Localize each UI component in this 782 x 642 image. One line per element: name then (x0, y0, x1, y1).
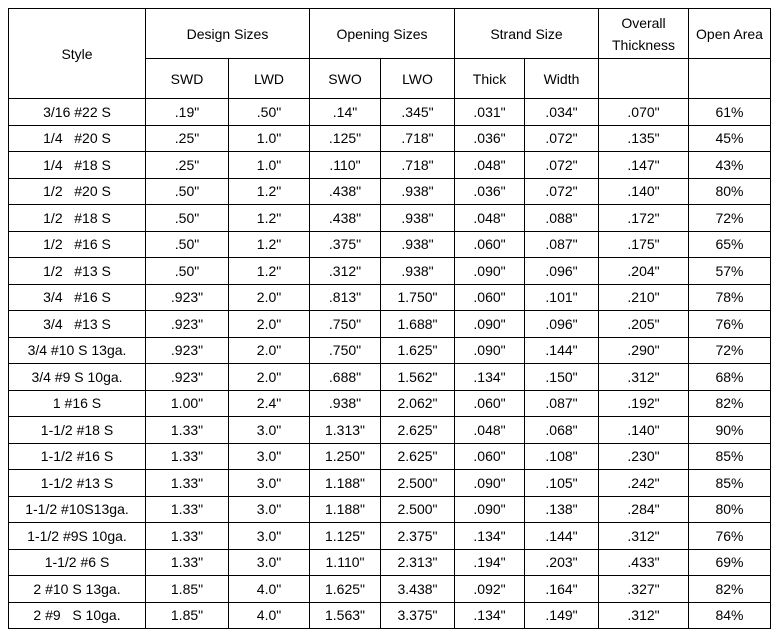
lwd-cell: 1.0" (229, 125, 310, 152)
width-cell: .144" (525, 523, 599, 550)
width-cell: .164" (525, 576, 599, 603)
swo-cell: 1.313" (310, 417, 381, 444)
thick-cell: .090" (455, 337, 525, 364)
lwo-cell: .718" (381, 125, 455, 152)
table-row (9, 523, 771, 550)
lwd-cell: .50" (229, 99, 310, 126)
lwo-cell: .938" (381, 258, 455, 285)
header-row-main (9, 9, 771, 59)
swo-cell: .438" (310, 178, 381, 205)
swo-cell: .750" (310, 337, 381, 364)
swo-cell: .813" (310, 284, 381, 311)
lwo-cell: 3.438" (381, 576, 455, 603)
lwo-cell: 2.625" (381, 417, 455, 444)
lwd-cell: 3.0" (229, 470, 310, 497)
thick-cell: .048" (455, 205, 525, 232)
overall-thickness-cell: .205" (599, 311, 689, 338)
style-cell: 2 #9 S 10ga. (9, 602, 146, 629)
header-lwo: LWO (381, 59, 455, 99)
style-cell: 1/2 #18 S (9, 205, 146, 232)
swd-cell: .25" (146, 125, 229, 152)
lwd-cell: 2.0" (229, 337, 310, 364)
swd-cell: .923" (146, 311, 229, 338)
lwd-cell: 2.0" (229, 364, 310, 391)
thick-cell: .060" (455, 231, 525, 258)
style-cell: 1-1/2 #18 S (9, 417, 146, 444)
lwo-cell: 2.625" (381, 443, 455, 470)
overall-thickness-cell: .312" (599, 523, 689, 550)
swo-cell: .14" (310, 99, 381, 126)
header-design-sizes: Design Sizes (146, 9, 310, 59)
swo-cell: 1.188" (310, 470, 381, 497)
swd-cell: .25" (146, 152, 229, 179)
thick-cell: .090" (455, 311, 525, 338)
swo-cell: .312" (310, 258, 381, 285)
thick-cell: .194" (455, 549, 525, 576)
lwo-cell: 3.375" (381, 602, 455, 629)
table-row (9, 258, 771, 285)
table-row (9, 496, 771, 523)
width-cell: .144" (525, 337, 599, 364)
swd-cell: 1.33" (146, 470, 229, 497)
table-row (9, 152, 771, 179)
table-row (9, 125, 771, 152)
width-cell: .138" (525, 496, 599, 523)
table-row (9, 284, 771, 311)
lwo-cell: .718" (381, 152, 455, 179)
overall-thickness-cell: .284" (599, 496, 689, 523)
thick-cell: .090" (455, 470, 525, 497)
open-area-cell: 82% (689, 390, 771, 417)
overall-thickness-cell: .210" (599, 284, 689, 311)
lwd-cell: 2.0" (229, 284, 310, 311)
lwo-cell: 2.062" (381, 390, 455, 417)
overall-thickness-cell: .192" (599, 390, 689, 417)
swo-cell: 1.125" (310, 523, 381, 550)
swd-cell: .923" (146, 337, 229, 364)
open-area-cell: 76% (689, 523, 771, 550)
open-area-cell: 68% (689, 364, 771, 391)
thick-cell: .036" (455, 178, 525, 205)
swd-cell: .50" (146, 258, 229, 285)
style-cell: 1/2 #13 S (9, 258, 146, 285)
width-cell: .088" (525, 205, 599, 232)
open-area-cell: 72% (689, 205, 771, 232)
thick-cell: .036" (455, 125, 525, 152)
open-area-cell: 85% (689, 470, 771, 497)
width-cell: .101" (525, 284, 599, 311)
width-cell: .087" (525, 390, 599, 417)
width-cell: .096" (525, 258, 599, 285)
width-cell: .072" (525, 125, 599, 152)
swo-cell: .125" (310, 125, 381, 152)
overall-thickness-cell: .242" (599, 470, 689, 497)
overall-thickness-cell: .433" (599, 549, 689, 576)
lwo-cell: .938" (381, 205, 455, 232)
table-row (9, 576, 771, 603)
open-area-cell: 69% (689, 549, 771, 576)
thick-cell: .134" (455, 602, 525, 629)
open-area-cell: 57% (689, 258, 771, 285)
swo-cell: 1.188" (310, 496, 381, 523)
open-area-cell: 65% (689, 231, 771, 258)
swd-cell: .50" (146, 231, 229, 258)
style-cell: 3/4 #10 S 13ga. (9, 337, 146, 364)
width-cell: .149" (525, 602, 599, 629)
style-cell: 1-1/2 #13 S (9, 470, 146, 497)
thick-cell: .031" (455, 99, 525, 126)
thick-cell: .060" (455, 284, 525, 311)
width-cell: .105" (525, 470, 599, 497)
lwo-cell: .938" (381, 178, 455, 205)
lwo-cell: .938" (381, 231, 455, 258)
style-cell: 3/4 #16 S (9, 284, 146, 311)
width-cell: .034" (525, 99, 599, 126)
lwd-cell: 2.4" (229, 390, 310, 417)
header-blank-open-area (689, 59, 771, 99)
open-area-cell: 82% (689, 576, 771, 603)
table-row (9, 337, 771, 364)
overall-thickness-cell: .147" (599, 152, 689, 179)
width-cell: .072" (525, 178, 599, 205)
overall-thickness-cell: .172" (599, 205, 689, 232)
lwd-cell: 3.0" (229, 523, 310, 550)
overall-thickness-cell: .070" (599, 99, 689, 126)
style-cell: 3/16 #22 S (9, 99, 146, 126)
header-style: Style (9, 9, 146, 99)
overall-thickness-cell: .230" (599, 443, 689, 470)
style-cell: 1 #16 S (9, 390, 146, 417)
swo-cell: .688" (310, 364, 381, 391)
style-cell: 1/2 #16 S (9, 231, 146, 258)
style-cell: 3/4 #13 S (9, 311, 146, 338)
table-row (9, 443, 771, 470)
open-area-cell: 80% (689, 496, 771, 523)
overall-thickness-cell: .327" (599, 576, 689, 603)
header-strand-size: Strand Size (455, 9, 599, 59)
table-row (9, 311, 771, 338)
lwd-cell: 3.0" (229, 417, 310, 444)
width-cell: .096" (525, 311, 599, 338)
open-area-cell: 85% (689, 443, 771, 470)
swd-cell: 1.85" (146, 602, 229, 629)
style-cell: 1/2 #20 S (9, 178, 146, 205)
lwd-cell: 1.2" (229, 178, 310, 205)
style-cell: 1-1/2 #10S13ga. (9, 496, 146, 523)
swo-cell: .438" (310, 205, 381, 232)
swo-cell: .375" (310, 231, 381, 258)
overall-thickness-cell: .312" (599, 602, 689, 629)
header-width: Width (525, 59, 599, 99)
overall-thickness-cell: .175" (599, 231, 689, 258)
swd-cell: 1.33" (146, 549, 229, 576)
lwd-cell: 3.0" (229, 443, 310, 470)
lwd-cell: 1.0" (229, 152, 310, 179)
style-cell: 1-1/2 #9S 10ga. (9, 523, 146, 550)
table-row (9, 231, 771, 258)
table-row (9, 364, 771, 391)
table-row (9, 470, 771, 497)
open-area-cell: 76% (689, 311, 771, 338)
swd-cell: .19" (146, 99, 229, 126)
lwo-cell: 2.500" (381, 496, 455, 523)
lwd-cell: 4.0" (229, 576, 310, 603)
lwd-cell: 1.2" (229, 231, 310, 258)
overall-thickness-cell: .204" (599, 258, 689, 285)
open-area-cell: 80% (689, 178, 771, 205)
header-swd: SWD (146, 59, 229, 99)
width-cell: .203" (525, 549, 599, 576)
specification-table (8, 8, 771, 629)
table-row (9, 178, 771, 205)
style-cell: 1-1/2 #6 S (9, 549, 146, 576)
open-area-cell: 43% (689, 152, 771, 179)
open-area-cell: 90% (689, 417, 771, 444)
thick-cell: .090" (455, 258, 525, 285)
header-lwd: LWD (229, 59, 310, 99)
swo-cell: 1.110" (310, 549, 381, 576)
header-swo: SWO (310, 59, 381, 99)
lwd-cell: 2.0" (229, 311, 310, 338)
header-thick: Thick (455, 59, 525, 99)
lwo-cell: 2.500" (381, 470, 455, 497)
swd-cell: 1.85" (146, 576, 229, 603)
open-area-cell: 84% (689, 602, 771, 629)
overall-thickness-cell: .140" (599, 417, 689, 444)
overall-thickness-cell: .135" (599, 125, 689, 152)
swo-cell: .110" (310, 152, 381, 179)
header-opening-sizes: Opening Sizes (310, 9, 455, 59)
table-row (9, 602, 771, 629)
lwo-cell: 1.562" (381, 364, 455, 391)
width-cell: .108" (525, 443, 599, 470)
lwo-cell: 2.375" (381, 523, 455, 550)
open-area-cell: 72% (689, 337, 771, 364)
table-row (9, 390, 771, 417)
thick-cell: .090" (455, 496, 525, 523)
swo-cell: .750" (310, 311, 381, 338)
table-row (9, 205, 771, 232)
style-cell: 1/4 #18 S (9, 152, 146, 179)
open-area-cell: 78% (689, 284, 771, 311)
style-cell: 2 #10 S 13ga. (9, 576, 146, 603)
lwd-cell: 1.2" (229, 258, 310, 285)
lwd-cell: 3.0" (229, 549, 310, 576)
style-cell: 3/4 #9 S 10ga. (9, 364, 146, 391)
swo-cell: 1.563" (310, 602, 381, 629)
thick-cell: .134" (455, 523, 525, 550)
swo-cell: 1.250" (310, 443, 381, 470)
header-open-area: Open Area (689, 9, 771, 59)
table-body (9, 99, 771, 629)
style-cell: 1/4 #20 S (9, 125, 146, 152)
width-cell: .068" (525, 417, 599, 444)
open-area-cell: 61% (689, 99, 771, 126)
thick-cell: .092" (455, 576, 525, 603)
swd-cell: .50" (146, 178, 229, 205)
style-cell: 1-1/2 #16 S (9, 443, 146, 470)
lwd-cell: 3.0" (229, 496, 310, 523)
header-blank-thickness (599, 59, 689, 99)
thick-cell: .134" (455, 364, 525, 391)
swd-cell: .923" (146, 284, 229, 311)
swd-cell: .50" (146, 205, 229, 232)
lwd-cell: 4.0" (229, 602, 310, 629)
table-row (9, 549, 771, 576)
lwo-cell: 1.750" (381, 284, 455, 311)
swo-cell: .938" (310, 390, 381, 417)
swd-cell: 1.33" (146, 523, 229, 550)
width-cell: .087" (525, 231, 599, 258)
table-row (9, 417, 771, 444)
thick-cell: .048" (455, 417, 525, 444)
lwo-cell: 1.625" (381, 337, 455, 364)
overall-thickness-cell: .290" (599, 337, 689, 364)
open-area-cell: 45% (689, 125, 771, 152)
lwo-cell: 1.688" (381, 311, 455, 338)
swd-cell: 1.00" (146, 390, 229, 417)
overall-thickness-cell: .312" (599, 364, 689, 391)
swd-cell: 1.33" (146, 417, 229, 444)
lwo-cell: .345" (381, 99, 455, 126)
thick-cell: .060" (455, 390, 525, 417)
lwo-cell: 2.313" (381, 549, 455, 576)
swd-cell: 1.33" (146, 443, 229, 470)
overall-thickness-cell: .140" (599, 178, 689, 205)
header-overall-thickness: Overall Thickness (599, 9, 689, 59)
swd-cell: 1.33" (146, 496, 229, 523)
swo-cell: 1.625" (310, 576, 381, 603)
table-row (9, 99, 771, 126)
swd-cell: .923" (146, 364, 229, 391)
lwd-cell: 1.2" (229, 205, 310, 232)
thick-cell: .048" (455, 152, 525, 179)
thick-cell: .060" (455, 443, 525, 470)
width-cell: .150" (525, 364, 599, 391)
width-cell: .072" (525, 152, 599, 179)
